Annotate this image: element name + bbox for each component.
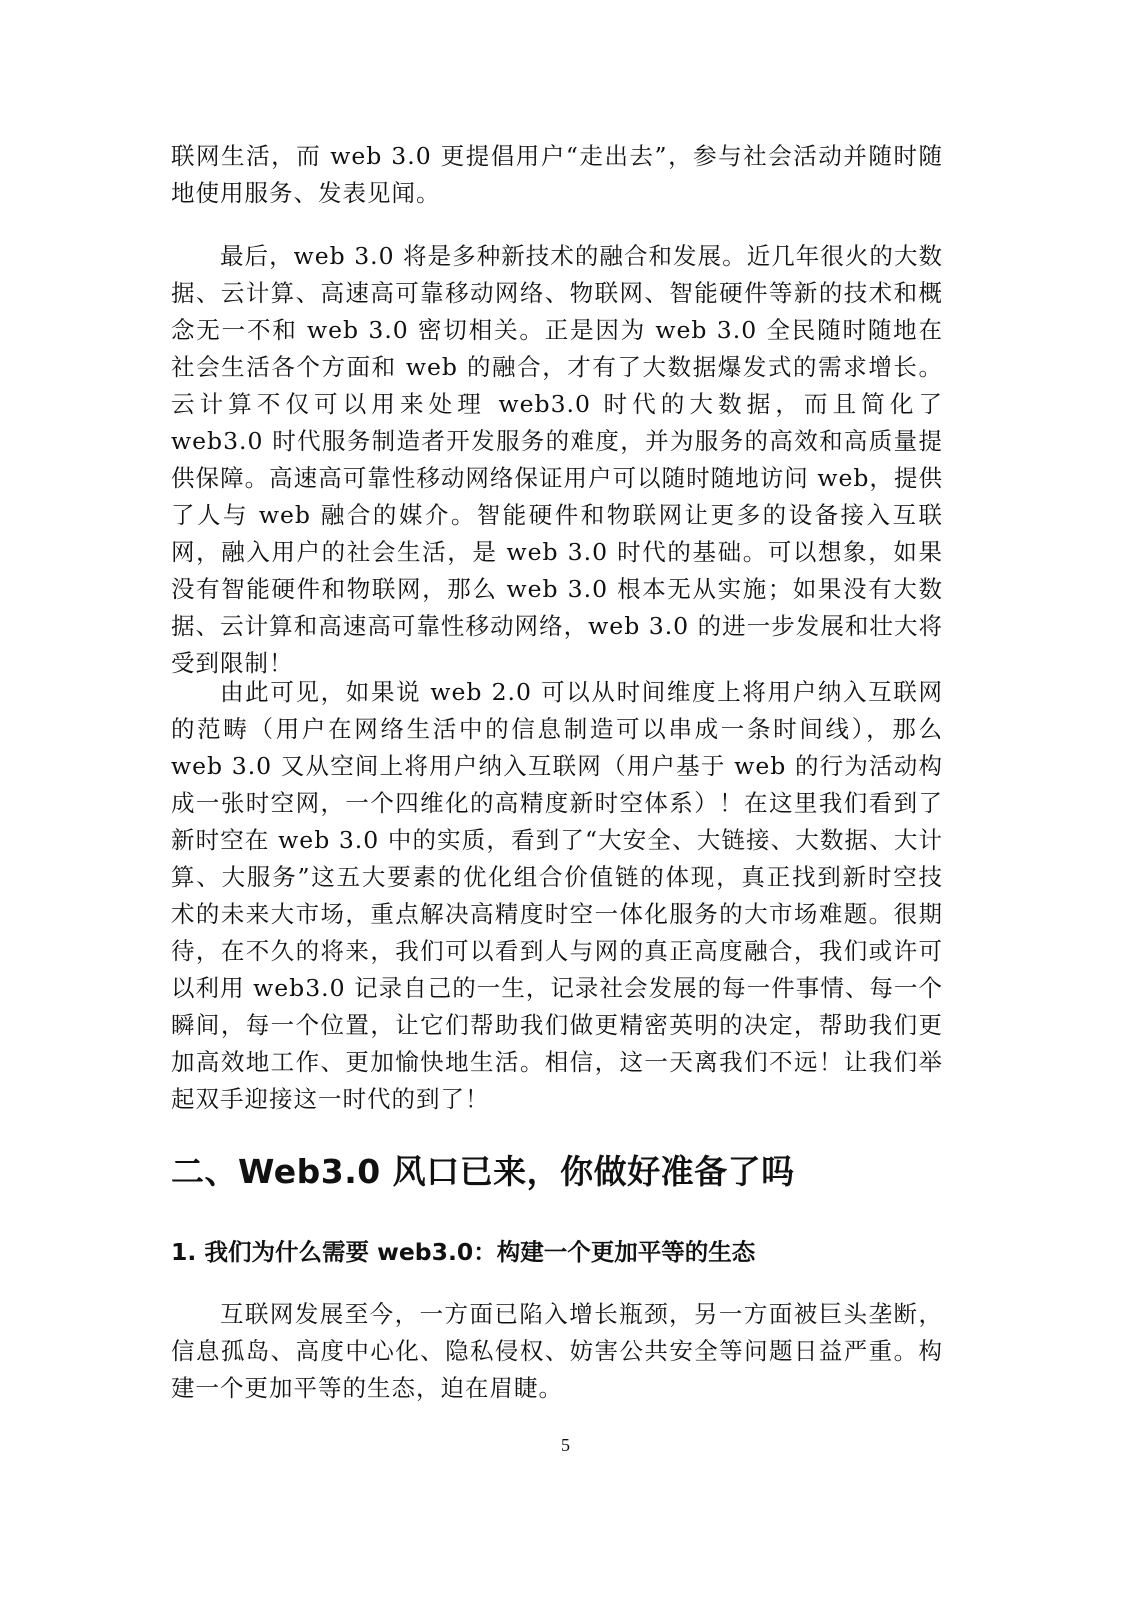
body-paragraph: 最后，web 3.0 将是多种新技术的融合和发展。近几年很火的大数据、云计算、高速高可靠移动网络、物联网、智能硬件等新的技术和概念无一不和 web 3.0 密切相关。正是因为 web 3.0 全民随时随地在社会生活各个方面和 web 的融合，才有了大数据爆发式的需求增长。云计算不仅可以用来处理 web3.0 时代的大数据，而且简化了 web3.0 时代服务制造者开发服务的难度，并为服务的高效和高质量提供保障。高速高可靠性移动网络保证用户可以随时随地访问 web，提供了人与 web 融合的媒介。智能硬件和物联网让更多的设备接入互联网，融入用户的社会生活，是 web 3.0 时代的基础。可以想象，如果没有智能硬件和物联网，那么 web 3.0 根本无从实施；如果没有大数据、云计算和高速高可靠性移动网络，web 3.0 的进一步发展和壮大将受到限制！ xyxy=(171,242,943,677)
page-number: 5 xyxy=(561,1435,570,1455)
sub-heading: 1. 我们为什么需要 web3.0：构建一个更加平等的生态 xyxy=(171,1238,756,1266)
body-paragraph: 互联网发展至今，一方面已陷入增长瓶颈，另一方面被巨头垄断，信息孤岛、高度中心化、隐私侵权、妨害公共安全等问题日益严重。构建一个更加平等的生态，迫在眉睫。 xyxy=(171,1300,943,1402)
body-paragraph: 联网生活，而 web 3.0 更提倡用户“走出去”，参与社会活动并随时随地使用服务、发表见闻。 xyxy=(171,142,943,207)
body-paragraph: 由此可见，如果说 web 2.0 可以从时间维度上将用户纳入互联网的范畴（用户在网络生活中的信息制造可以串成一条时间线），那么 web 3.0 又从空间上将用户纳入互联网（用户基于 web 的行为活动构成一张时空网，一个四维化的高精度新时空体系）！在这里我们看到了新时空在 web 3.0 中的实质，看到了“大安全、大链接、大数据、大计算、大服务”这五大要素的优化组合价值链的体现，真正找到新时空技术的未来大市场，重点解决高精度时空一体化服务的大市场难题。很期待，在不久的将来，我们可以看到人与网的真正高度融合，我们或许可以利用 web3.0 记录自己的一生，记录社会发展的每一件事情、每一个瞬间，每一个位置，让它们帮助我们做更精密英明的决定，帮助我们更加高效地工作、更加愉快地生活。相信，这一天离我们不远！让我们举起双手迎接这一时代的到了！ xyxy=(171,678,943,1113)
section-heading: 二、Web3.0 风口已来，你做好准备了吗 xyxy=(171,1152,795,1191)
